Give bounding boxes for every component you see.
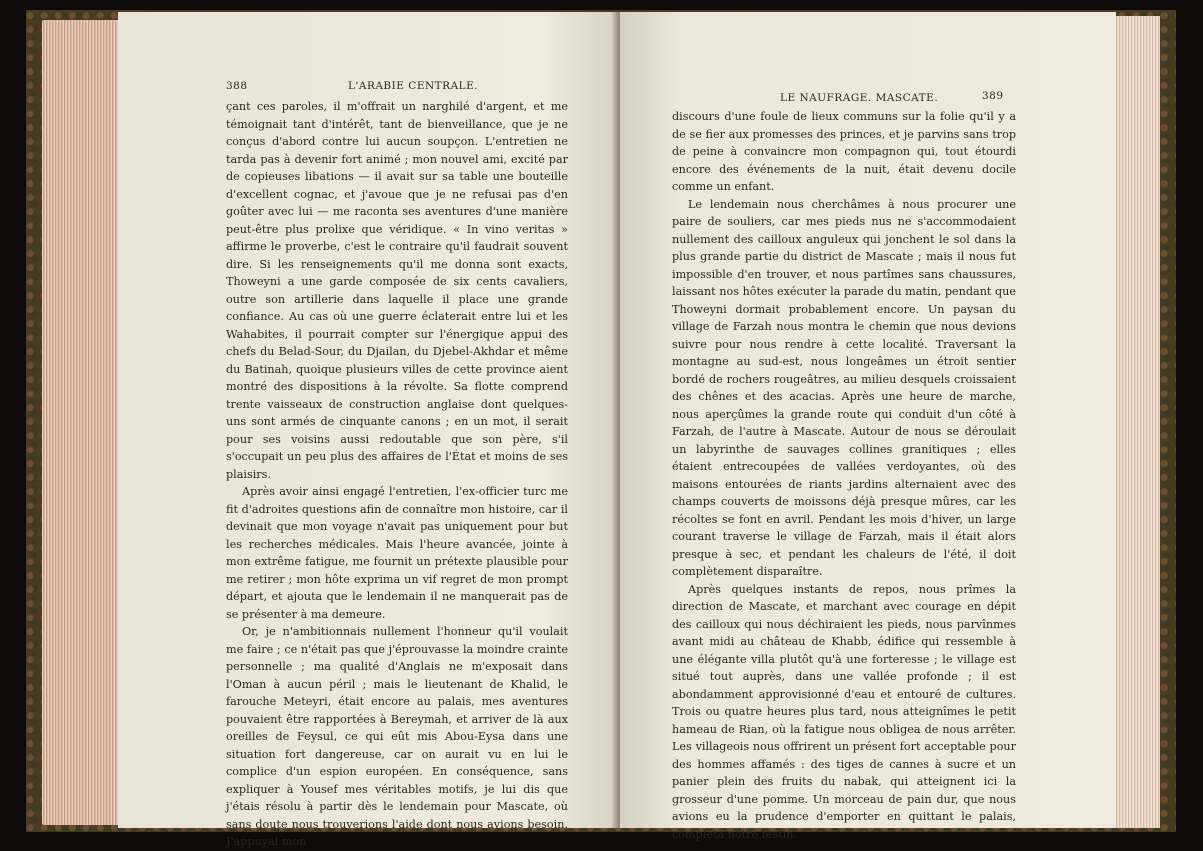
- left-page-number: 388: [226, 80, 248, 92]
- left-running-title: L'ARABIE CENTRALE.: [348, 80, 479, 92]
- right-page-number: 389: [982, 90, 1004, 102]
- page-edges-left: [42, 20, 120, 825]
- right-paragraph-3: Après quelques instants de repos, nous prîmes la direction de Mascate, et marchant avec courage en dépit des cailloux qui nous déchiraient les pieds, nous parvînmes avant midi au château de Khabb, édifice qui ressemble à une élégante villa plutôt qu'à une forteresse ; le village est situé tout auprès, dans une vallée profonde ; il est abondamment approvisionné d'eau et entouré de cultures. Trois ou quatre heures plus tard, nous atteignîmes le petit hameau de Rian, où la fatigue nous obligea de nous arrêter. Les villageois nous offrirent un présent fort acceptable pour des hommes affamés : des tiges de cannes à sucre et un panier plein des fruits du nabak, qui atteignent ici la grosseur d'une pomme. Un morceau de pain dur, que nous avions eu la prudence d'emporter en quittant le palais, compléta notre festin.: [672, 582, 1016, 841]
- left-page: [118, 12, 618, 848]
- right-paragraph-2: Le lendemain nous cherchâmes à nous procurer une paire de souliers, car mes pieds nus ne s'accommodaient nullement des cailloux anguleux qui jonchent le sol dans la plus grande partie du district de Mascate ; mais il nous fut impossible d'en trouver, et nous partîmes sans chaussures, laissant nos hôtes exécuter la parade du matin, pendant que Thoweyni dormait probablement encore. Un paysan du village de Farzah nous montra le chemin que nous devions suivre pour nous rendre à cette localité. Traversant la montagne au sud-est, nous longeâmes un étroit sentier bordé de rochers rougeâtres, au milieu desquels croissaient des chênes et des acacias. Après une heure de marche, nous aperçûmes la grande route qui conduit d'un côté à Farzah, de l'autre à Mascate. Autour de nous se déroulait un labyrinthe de sauvages collines granitiques ; elles étaient entrecoupées de vallées verdoyantes, où des maisons entourées de riants jardins alternaient avec des champs couverts de moissons déjà presque mûres, car les récoltes se font en avril. Pendant les mois d'hiver, un large courant traverse le village de Farzah, mais il était alors presque à sec, et pendant les chaleurs de l'été, il doit complètement disparaître.: [672, 197, 1016, 578]
- right-running-title: LE NAUFRAGE. MASCATE.: [780, 92, 939, 104]
- left-paragraph-2: Après avoir ainsi engagé l'entretien, l'ex-officier turc me fit d'adroites questions afin de connaître mon histoire, car il devinait que mon voyage n'avait pas uniquement pour but les recherches médicales. Mais l'heure avancée, jointe à mon extrême fatigue, me fournit un prétexte plausible pour me retirer ; mon hôte exprima un vif regret de mon prompt départ, et ajouta que le lendemain il ne manquerait pas de se présenter à ma demeure.: [226, 485, 568, 621]
- right-page-body: [672, 108, 1016, 843]
- left-paragraph-3: Or, je n'ambitionnais nullement l'honneur qu'il voulait me faire ; ce n'était pas que j'éprouvasse la moindre crainte personnelle ; ma qualité d'Anglais ne m'exposait dans l'Oman à aucun péril ; mais le lieutenant de Khalid, le farouche Meteyri, était encore au palais, mes aventures pouvaient être rapportées à Bereymah, et arriver de là aux oreilles de Feysul, ce qui eût mis Abou-Eysa dans une situation fort dangereuse, car on aurait vu en lui le complice d'un espion européen. En conséquence, sans expliquer à Yousef mes véritables motifs, je lui dis que j'étais résolu à partir dès le lendemain pour Mascate, où sans doute nous trouverions l'aide dont nous avions besoin. J'appuyai mon: [226, 625, 568, 848]
- right-paragraph-1: discours d'une foule de lieux communs sur la folie qu'il y a de se fier aux promesses des princes, et je parvins sans trop de peine à convaincre mon compagnon qui, tout étourdi encore des événements de la nuit, était devenu docile comme un enfant.: [672, 110, 1016, 193]
- page-edges-right: [1112, 16, 1160, 828]
- right-page: [620, 12, 1116, 841]
- left-page-body: [226, 98, 568, 851]
- left-paragraph-1: çant ces paroles, il m'offrait un narghilé d'argent, et me témoignait tant d'intérêt, tant de bienveillance, que je ne conçus d'abord contre lui aucun soupçon. L'entretien ne tarda pas à devenir fort animé ; mon nouvel ami, excité par de copieuses libations — il avait sur sa table une bouteille d'excellent cognac, et j'avoue que je ne refusai pas d'en goûter avec lui — me raconta ses aventures d'une manière peut-être plus prolixe que véridique. « In vino veritas » affirme le proverbe, c'est le contraire qu'il faudrait souvent dire. Si les renseignements qu'il me donna sont exacts, Thoweyni a une garde composée de six cents cavaliers, outre son artillerie dans laquelle il place une grande confiance. Au cas où une guerre éclaterait entre lui et les Wahabites, il pourrait compter sur l'énergique appui des chefs du Belad-Sour, du Djailan, du Djebel-Akhdar et même du Batinah, quoique plusieurs villes de cette province aient montré des dispositions à la révolte. Sa flotte comprend trente vaisseaux de construction anglaise dont quelques-uns sont armés de cinquante canons ; en un mot, il serait pour ses voisins aussi redoutable que son père, s'il s'occupait un peu plus des affaires de l'État et moins de ses plaisirs.: [226, 100, 568, 481]
